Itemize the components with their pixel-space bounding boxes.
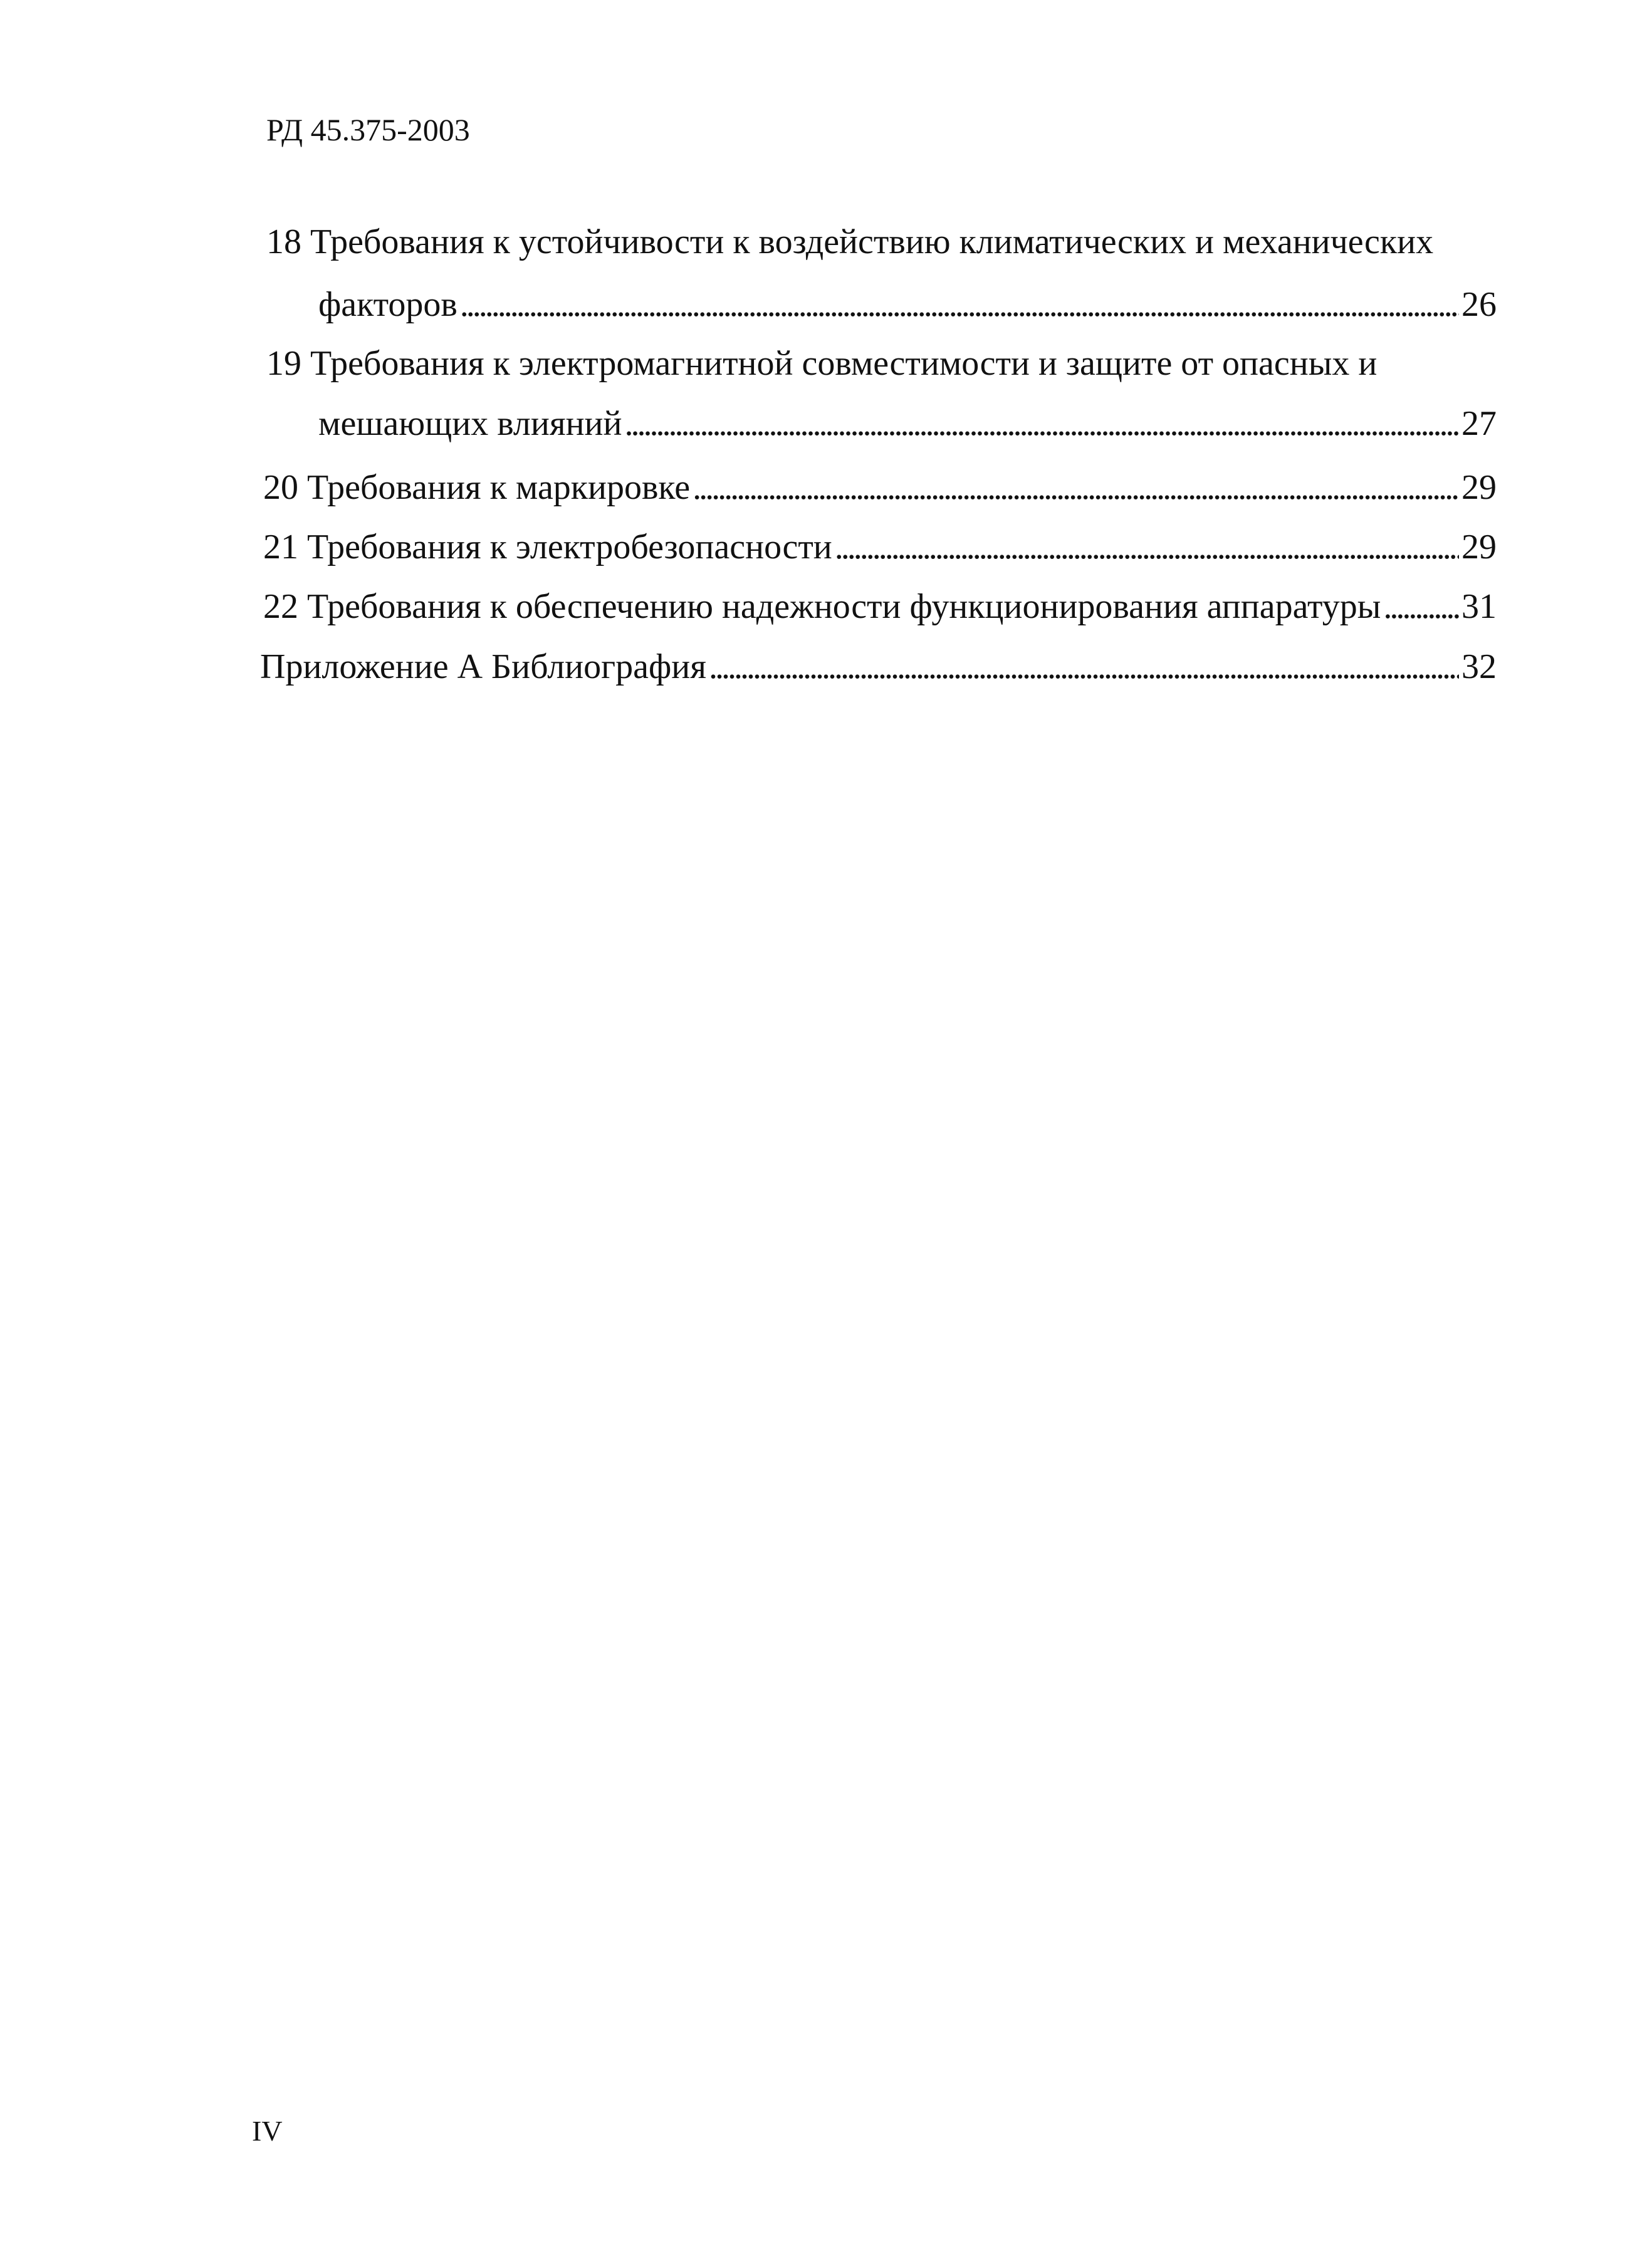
toc-dot-leader (693, 470, 1459, 505)
toc-entry-20-title: 20 Требования к маркировке (263, 468, 691, 507)
toc-entry-22[interactable] (263, 589, 1497, 624)
toc-dot-leader (624, 406, 1459, 441)
toc-page-number: 27 (1461, 404, 1497, 443)
toc-entry-21-title: 21 Требования к электробезопасности (263, 528, 832, 566)
toc-entry-appendix-a-title: Приложение А Библиография (260, 647, 706, 686)
page-number: IV (252, 2115, 283, 2147)
toc-entry-19[interactable] (318, 406, 1497, 441)
toc-page-number: 31 (1461, 587, 1497, 626)
toc-dot-leader (460, 287, 1459, 322)
toc-entry-19-title: 19 Требования к электромагнитной совместимости и защите от опасных и (266, 344, 1378, 383)
toc-entry-18[interactable] (318, 287, 1497, 322)
toc-dot-leader (709, 649, 1459, 684)
toc-entry-19-continuation: мешающих влияний (318, 404, 622, 443)
toc-entry-21[interactable] (263, 530, 1497, 565)
toc-dot-leader (1383, 589, 1459, 624)
toc-page-number: 29 (1461, 528, 1497, 566)
toc-page-number: 26 (1461, 285, 1497, 324)
toc-entry-18-continuation: факторов (318, 285, 457, 324)
toc-entry-22-title: 22 Требования к обеспечению надежности функционирования аппаратуры (263, 587, 1381, 626)
toc-page-number: 32 (1461, 647, 1497, 686)
toc-page-number: 29 (1461, 468, 1497, 507)
toc-entry-20[interactable] (263, 470, 1497, 505)
toc-entry-appendix-a[interactable] (260, 649, 1497, 684)
document-code: РД 45.375-2003 (266, 112, 470, 147)
toc-entry-18-title: 18 Требования к устойчивости к воздействию климатических и механических (266, 222, 1434, 261)
table-of-contents (0, 0, 1652, 752)
toc-dot-leader (835, 530, 1459, 565)
